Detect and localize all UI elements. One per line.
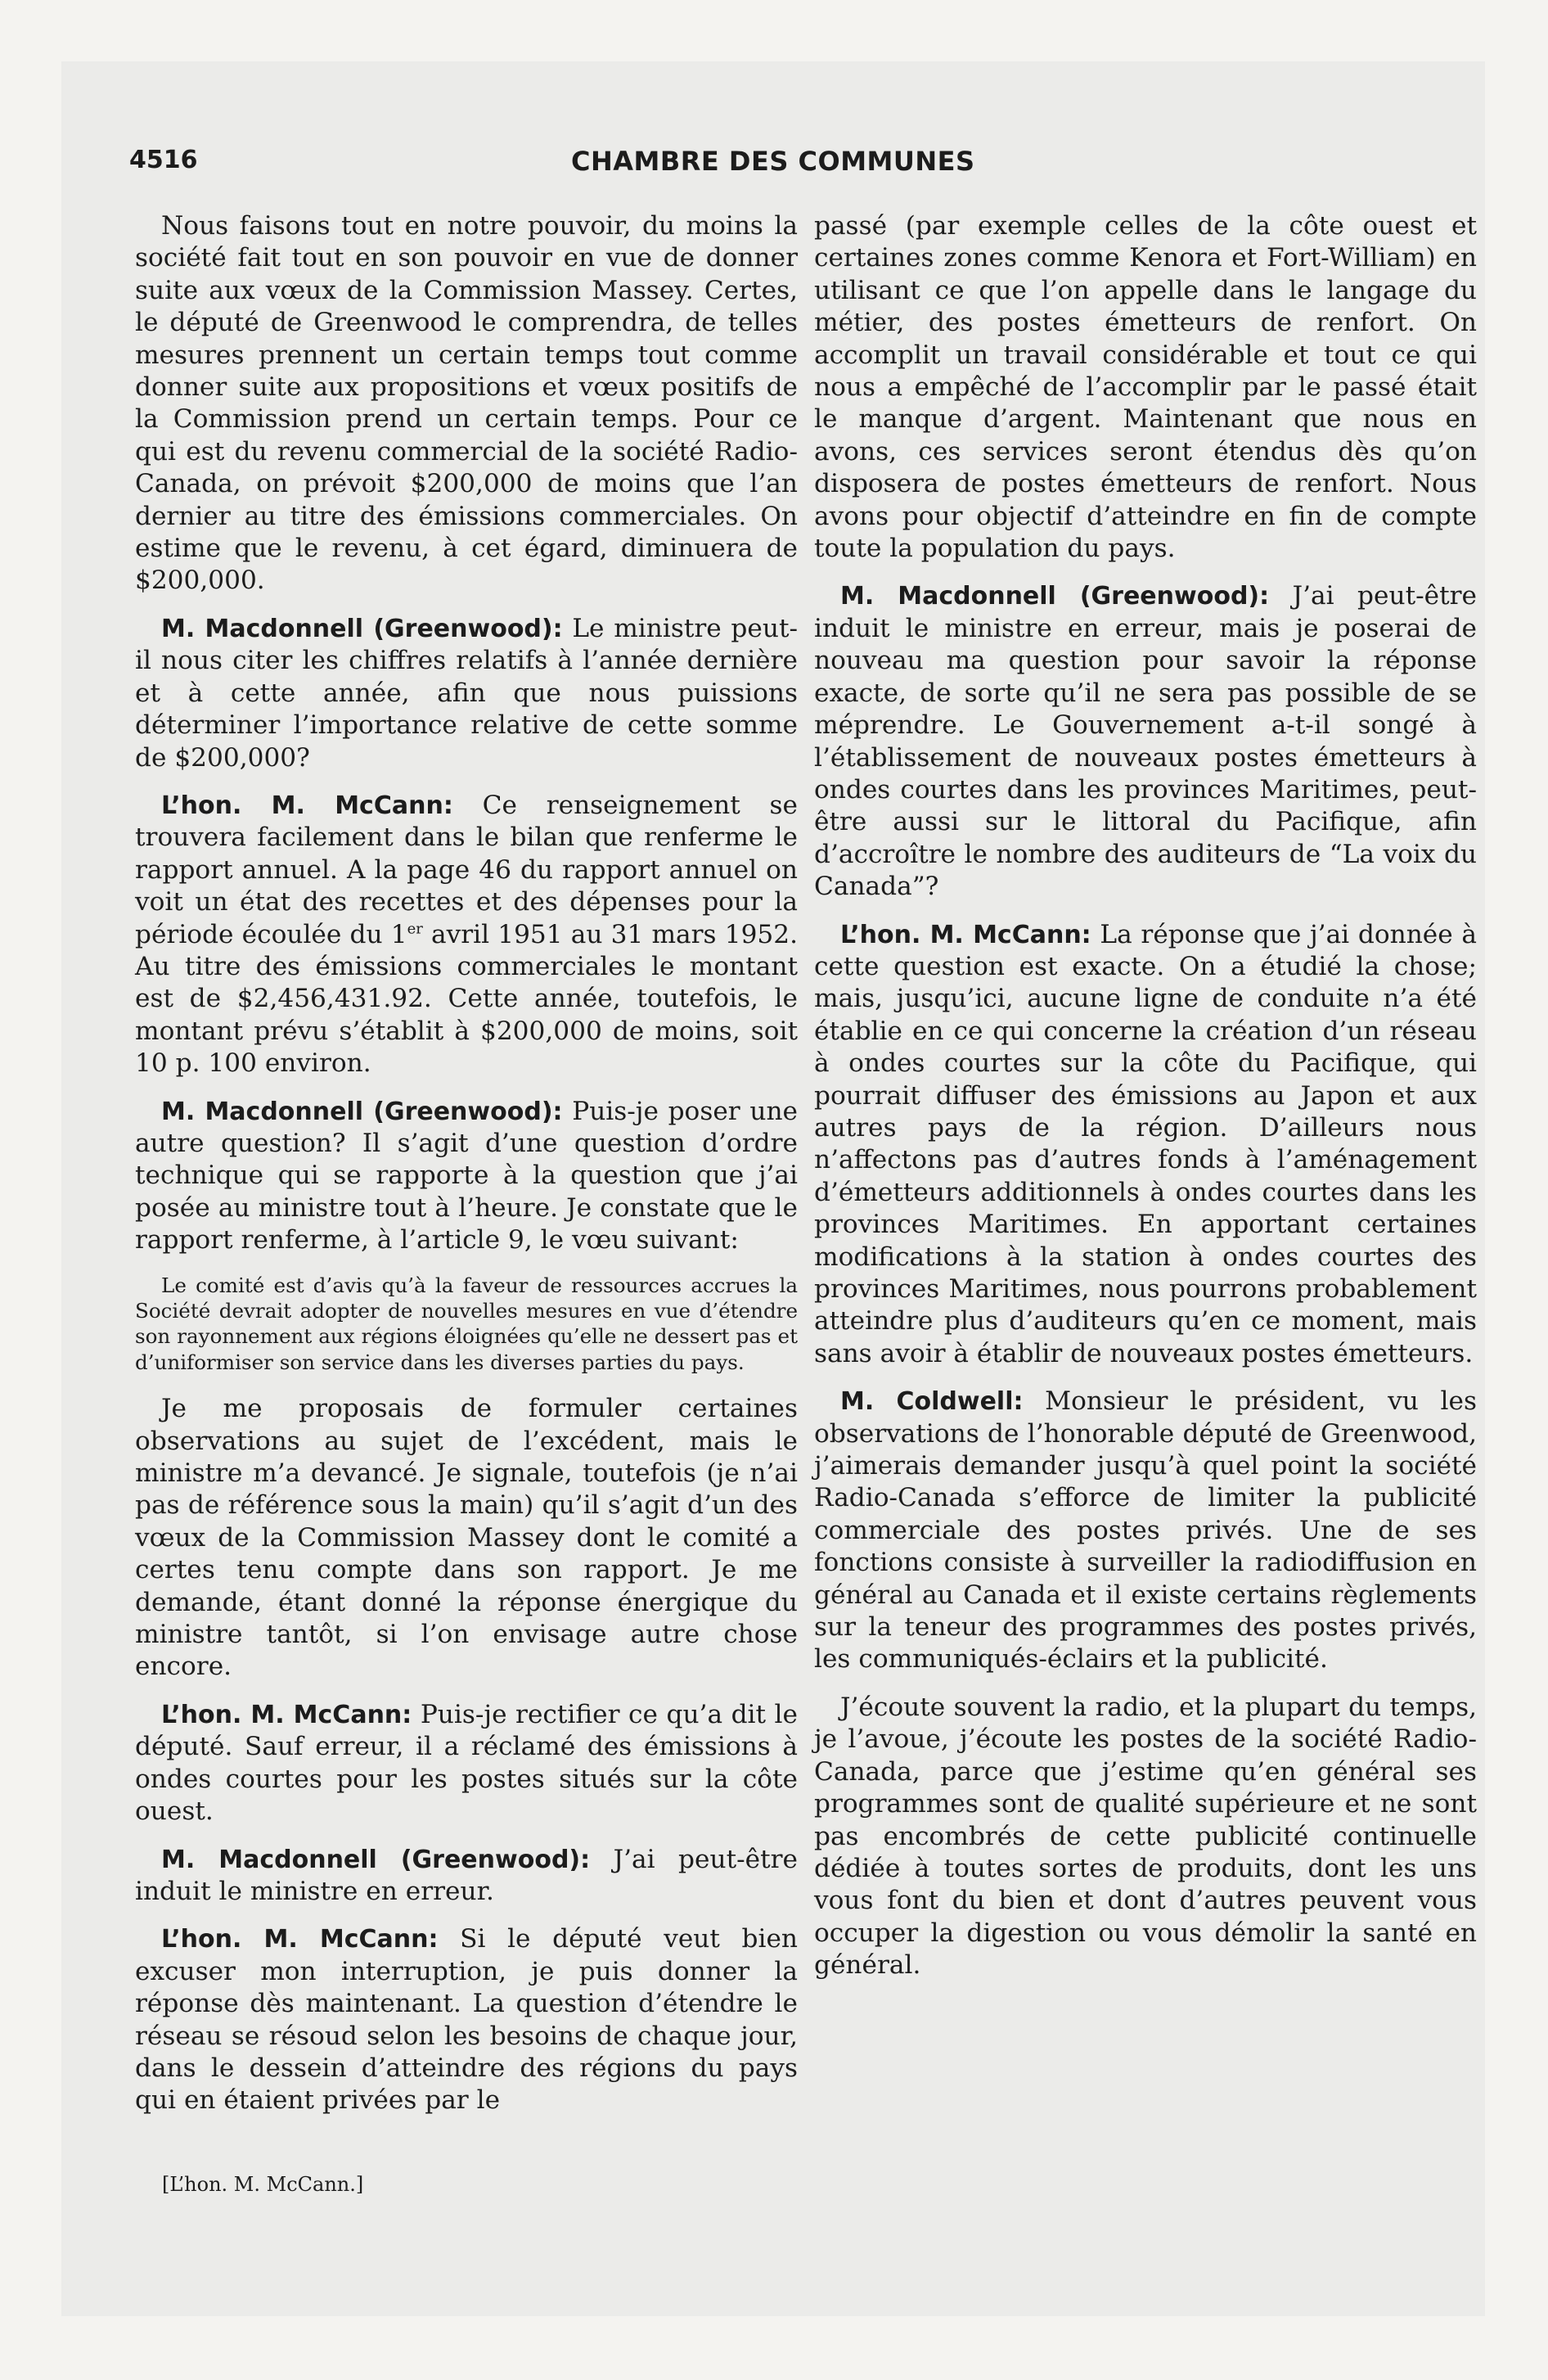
speaker-signature: [L’hon. M. McCann.] — [162, 2173, 364, 2196]
paragraph-text: Le comité est d’avis qu’à la faveur de ressources accrues la Société devrait adopter de nouvelles mesures en vue d’étendre son rayonnement aux régions éloignées qu’elle ne dessert pas et d’uniformiser son service dans les diverses parties du pays. — [135, 1273, 798, 1374]
ordinal-superscript: er — [407, 920, 423, 938]
paragraph-text: Si le député veut bien excuser mon interruption, je puis donner la réponse dès maintenant. La question d’étendre le réseau se résoud selon les besoins de chaque jour, dans le dessein d’atteindre des régions du pays qui en étaient privées par le — [135, 1924, 798, 2116]
paragraph-text: J’écoute souvent la radio, et la plupart du temps, je l’avoue, j’écoute les postes de la société Radio-Canada, parce que j’estime qu’en général ses programmes sont de qualité supérieure et ne sont pas encombrés de cette publicité continuelle dédiée à toutes sortes de produits, dont les uns vous font du bien et dont d’autres peuvent vous occuper la digestion ou vous démolir la santé en général. — [814, 1692, 1477, 1981]
speaker-name: M. Macdonnell (Greenwood): — [840, 582, 1270, 611]
paragraph — [135, 1393, 798, 1684]
speaker-name: M. Coldwell: — [840, 1387, 1024, 1417]
speaker-name: L’hon. M. McCann: — [161, 1700, 412, 1729]
paragraph-text: Puis-je poser une autre question? Il s’agit d’une question d’ordre technique qui se rapporte à la question que j’ai posée au ministre tout à l’heure. Je constate que le rapport renferme, à l’article 9, le vœu suivant: — [135, 1096, 798, 1255]
paragraph-text: La réponse que j’ai donnée à cette question est exacte. On a étudié la chose; mais, jusqu’ici, aucune ligne de conduite n’a été établie en ce qui concerne la création d’un réseau à ondes courtes sur la côte du Pacifique, qui pourrait diffuser des émissions au Japon et aux autres pays de la région. D’ailleurs nous n’affectons pas d’autres fonds à l’aménagement d’émetteurs additionnels à ondes courtes dans les provinces Maritimes. En apportant certaines modifications à la station à ondes courtes des provinces Maritimes, nous pourrons probablement atteindre plus d’auditeurs qu’en ce moment, mais sans avoir à établir de nouveaux postes émetteurs. — [814, 919, 1477, 1368]
speaker-name: L’hon. M. McCann: — [161, 1925, 439, 1954]
paragraph — [814, 210, 1477, 565]
paragraph-text: J’ai peut-être induit le ministre en erreur. — [135, 1844, 798, 1906]
left-column — [135, 210, 798, 2133]
paragraph — [814, 1386, 1477, 1676]
speaker-name: M. Macdonnell (Greenwood): — [161, 614, 563, 643]
paragraph — [814, 580, 1477, 903]
speaker-name: L’hon. M. McCann: — [161, 791, 453, 820]
paragraph — [135, 1844, 798, 1909]
speaker-name: M. Macdonnell (Greenwood): — [161, 1097, 563, 1126]
paragraph-text: Puis-je rectifier ce qu’a dit le député. Sauf erreur, il a réclamé des émissions à ondes courtes pour les postes situés sur la côte ouest. — [135, 1699, 798, 1827]
paragraph — [135, 1699, 798, 1828]
paragraph — [135, 1096, 798, 1257]
quoted-passage — [135, 1273, 798, 1376]
paragraph — [135, 790, 798, 1080]
paragraph-text: Le ministre peut-il nous citer les chiffres relatifs à l’année dernière et à cette année, afin que nous puissions déterminer l’importance relative de cette somme de $200,000? — [135, 613, 799, 773]
paragraph — [135, 1923, 798, 2116]
paragraph — [135, 210, 798, 597]
page-number: 4516 — [129, 146, 198, 174]
speaker-name: L’hon. M. McCann: — [840, 920, 1091, 949]
paragraph — [814, 1692, 1477, 1982]
paragraph-text: passé (par exemple celles de la côte ouest et certaines zones comme Kenora et Fort-William) en utilisant ce que l’on appelle dans le langage du métier, des postes émetteurs de renfort. On accomplit un travail considérable et tout ce qui nous a empêché de l’accomplir par le passé était le manque d’argent. Maintenant que nous en avons, ces services seront étendus dès qu’on disposera de postes émetteurs de renfort. Nous avons pour objectif d’atteindre en fin de compte toute la population du pays. — [814, 211, 1477, 564]
speaker-name: M. Macdonnell (Greenwood): — [161, 1845, 591, 1874]
right-column — [814, 210, 1477, 1998]
paragraph-text: J’ai peut-être induit le ministre en erreur, mais je poserai de nouveau ma question pour savoir la réponse exacte, de sorte qu’il ne sera pas possible de se méprendre. Le Gouvernement a-t-il songé à l’établissement de nouveaux postes émetteurs à ondes courtes dans les provinces Maritimes, peut-être aussi sur le littoral du Pacifique, afin d’accroître le nombre des auditeurs de “La voix du Canada”? — [814, 581, 1477, 902]
paragraph-text: Monsieur le président, vu les observations de l’honorable député de Greenwood, j’aimerais demander jusqu’à quel point la société Radio-Canada s’efforce de limiter la publicité commerciale des postes privés. Une de ses fonctions consiste à surveiller la radiodiffusion en général au Canada et il existe certains règlements sur la teneur des programmes des postes privés, les communiqués-éclairs et la publicité. — [814, 1386, 1477, 1675]
page-title: CHAMBRE DES COMMUNES — [571, 146, 975, 177]
paragraph-text: Ce renseignement se trouvera facilement dans le bilan que renferme le rapport annuel. A la page 46 du rapport annuel on voit un état des recettes et des dépenses pour la période écoulée du 1 — [135, 790, 798, 949]
paragraph-text: avril 1951 au 31 mars 1952. Au titre des émissions commerciales le montant est de $2,456,431.92. Cette année, toutefois, le montant prévu s’établit à $200,000 de moins, soit 10 p. 100 environ. — [135, 919, 799, 1079]
paragraph-text: Je me proposais de formuler certaines observations au sujet de l’excédent, mais le ministre m’a devancé. Je signale, toutefois (je n’ai pas de référence sous la main) qu’il s’agit d’un des vœux de la Commission Massey dont le comité a certes tenu compte dans son rapport. Je me demande, étant donné la réponse énergique du ministre tantôt, si l’on envisage autre chose encore. — [135, 1394, 798, 1682]
running-head — [129, 146, 1465, 187]
paragraph — [135, 613, 798, 774]
paragraph-text: Nous faisons tout en notre pouvoir, du moins la société fait tout en son pouvoir en vue de donner suite aux vœux de la Commission Massey. Certes, le député de Greenwood le comprendra, de telles mesures prennent un certain temps tout comme donner suite aux propositions et vœux positifs de la Commission prend un certain temps. Pour ce qui est du revenu commercial de la société Radio-Canada, on prévoit $200,000 de moins que l’an dernier au titre des émissions commerciales. On estime que le revenu, à cet égard, diminuera de $200,000. — [135, 211, 798, 596]
paragraph — [814, 919, 1477, 1371]
